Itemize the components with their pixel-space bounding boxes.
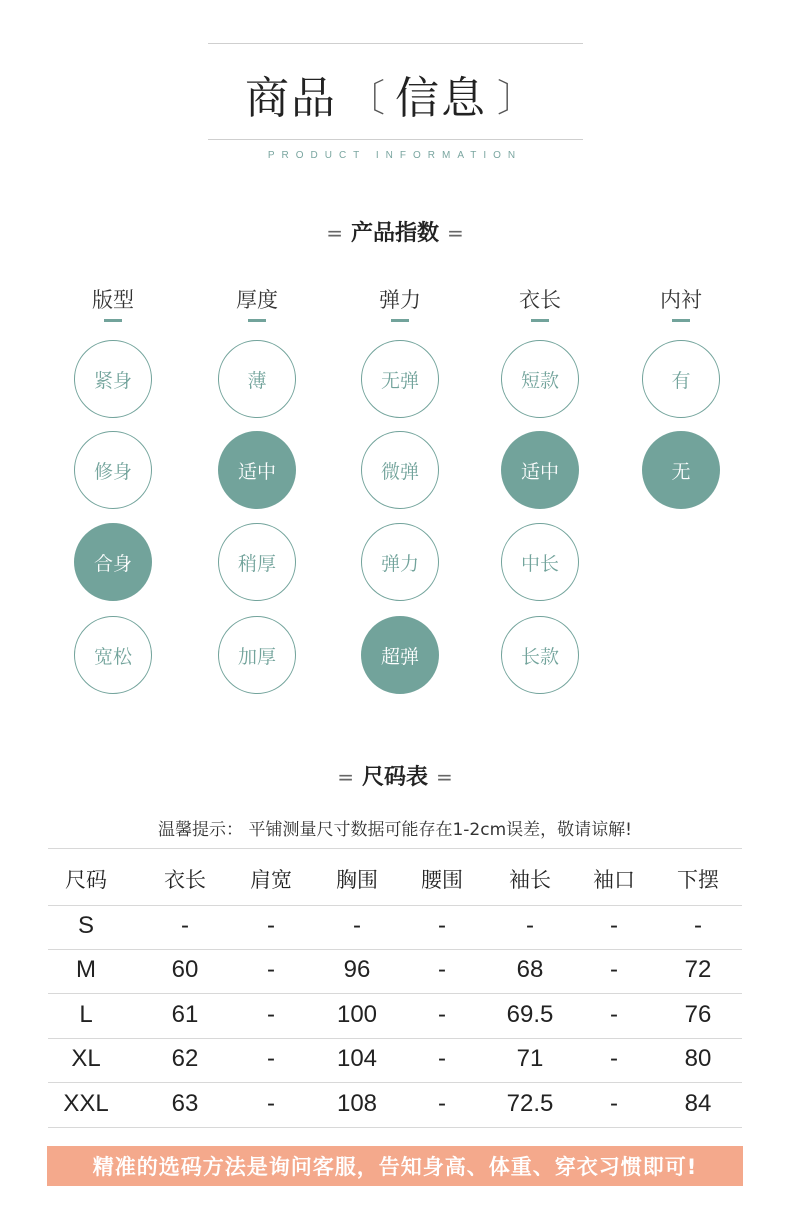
title-bracket-close: 〕 (497, 75, 536, 120)
table-cell: 72.5 (506, 1090, 554, 1117)
index-column-underline (531, 319, 549, 322)
table-header-cell: 下摆 (677, 868, 719, 892)
index-option: 加厚 (218, 616, 296, 694)
eq-left: = (326, 221, 343, 245)
index-option: 中长 (501, 523, 579, 601)
table-header-cell: 腰围 (421, 868, 463, 892)
table-header-cell: 尺码 (65, 868, 107, 892)
index-option: 短款 (501, 340, 579, 418)
table-rule (48, 993, 742, 994)
table-cell: 61 (171, 1001, 199, 1028)
index-option: 稍厚 (218, 523, 296, 601)
index-column-heading: 厚度 (236, 288, 278, 312)
table-cell: 96 (343, 956, 371, 983)
table-cell: - (610, 1090, 618, 1117)
table-cell: 72 (684, 956, 712, 983)
table-rule (48, 848, 742, 849)
index-option: 宽松 (74, 616, 152, 694)
table-cell: - (438, 912, 446, 939)
header-top-rule (208, 43, 583, 44)
measurement-tip: 温馨提示： 平铺测量尺寸数据可能存在1-2cm误差，敬请谅解! (158, 820, 632, 840)
table-cell: 62 (171, 1045, 199, 1072)
index-option-selected: 适中 (501, 431, 579, 509)
table-cell: 68 (516, 956, 544, 983)
index-option: 紧身 (74, 340, 152, 418)
table-rule (48, 1082, 742, 1083)
table-cell: 60 (171, 956, 199, 983)
index-column-underline (248, 319, 266, 322)
table-cell: - (267, 1001, 275, 1028)
table-cell: 80 (684, 1045, 712, 1072)
table-cell: 104 (336, 1045, 378, 1072)
table-cell: - (610, 1045, 618, 1072)
table-cell: - (438, 1045, 446, 1072)
table-header-cell: 肩宽 (250, 868, 292, 892)
index-option: 无弹 (361, 340, 439, 418)
table-cell: - (267, 956, 275, 983)
table-rule (48, 949, 742, 950)
table-cell: 76 (684, 1001, 712, 1028)
eq-left: = (337, 765, 354, 789)
index-column-heading: 内衬 (660, 288, 702, 312)
index-column-heading: 弹力 (379, 288, 421, 312)
table-cell: 63 (171, 1090, 199, 1117)
index-title-text: 产品指数 (350, 221, 439, 246)
index-column-heading: 衣长 (519, 288, 561, 312)
table-cell: - (526, 912, 534, 939)
table-cell: M (76, 956, 96, 983)
table-cell: - (610, 1001, 618, 1028)
page-subtitle: PRODUCT INFORMATION (267, 150, 523, 161)
index-option: 修身 (74, 431, 152, 509)
table-cell: XXL (63, 1090, 109, 1117)
table-cell: - (610, 912, 618, 939)
table-cell: - (610, 956, 618, 983)
table-header-cell: 衣长 (164, 868, 206, 892)
table-cell: - (438, 1090, 446, 1117)
table-header-cell: 胸围 (336, 868, 378, 892)
sizing-advice-banner: 精准的选码方法是询问客服，告知身高、体重、穿衣习惯即可! (47, 1146, 743, 1186)
table-cell: 71 (516, 1045, 544, 1072)
table-cell: - (267, 1090, 275, 1117)
index-option: 长款 (501, 616, 579, 694)
table-cell: - (438, 1001, 446, 1028)
table-cell: 69.5 (506, 1001, 554, 1028)
table-rule (48, 905, 742, 906)
index-column-heading: 版型 (92, 288, 134, 312)
header-bottom-rule (208, 139, 583, 140)
table-rule (48, 1038, 742, 1039)
table-rule (48, 1127, 742, 1128)
table-cell: - (694, 912, 702, 939)
eq-right: = (447, 221, 464, 245)
index-option: 弹力 (361, 523, 439, 601)
index-option-selected: 合身 (74, 523, 152, 601)
table-cell: 84 (684, 1090, 712, 1117)
table-header-cell: 袖口 (593, 868, 635, 892)
table-cell: - (181, 912, 189, 939)
table-cell: - (267, 912, 275, 939)
index-column-underline (104, 319, 122, 322)
index-option-selected: 无 (642, 431, 720, 509)
table-cell: L (79, 1001, 93, 1028)
index-section-title (0, 216, 790, 247)
title-right: 信息 (395, 73, 487, 124)
title-bracket-open: 〔 (346, 75, 385, 120)
eq-right: = (436, 765, 453, 789)
table-cell: XL (71, 1045, 101, 1072)
table-header-cell: 袖长 (509, 868, 551, 892)
table-cell: S (77, 912, 94, 939)
index-column-underline (391, 319, 409, 322)
table-cell: 100 (336, 1001, 378, 1028)
page-title (0, 62, 790, 126)
table-cell: - (438, 956, 446, 983)
table-cell: - (353, 912, 361, 939)
index-option: 有 (642, 340, 720, 418)
index-column-underline (672, 319, 690, 322)
index-option-selected: 超弹 (361, 616, 439, 694)
size-section-title (0, 760, 790, 791)
table-cell: 108 (336, 1090, 378, 1117)
index-option-selected: 适中 (218, 431, 296, 509)
index-option: 微弹 (361, 431, 439, 509)
title-left: 商品 (244, 73, 337, 124)
size-title-text: 尺码表 (361, 765, 428, 790)
table-cell: - (267, 1045, 275, 1072)
index-option: 薄 (218, 340, 296, 418)
